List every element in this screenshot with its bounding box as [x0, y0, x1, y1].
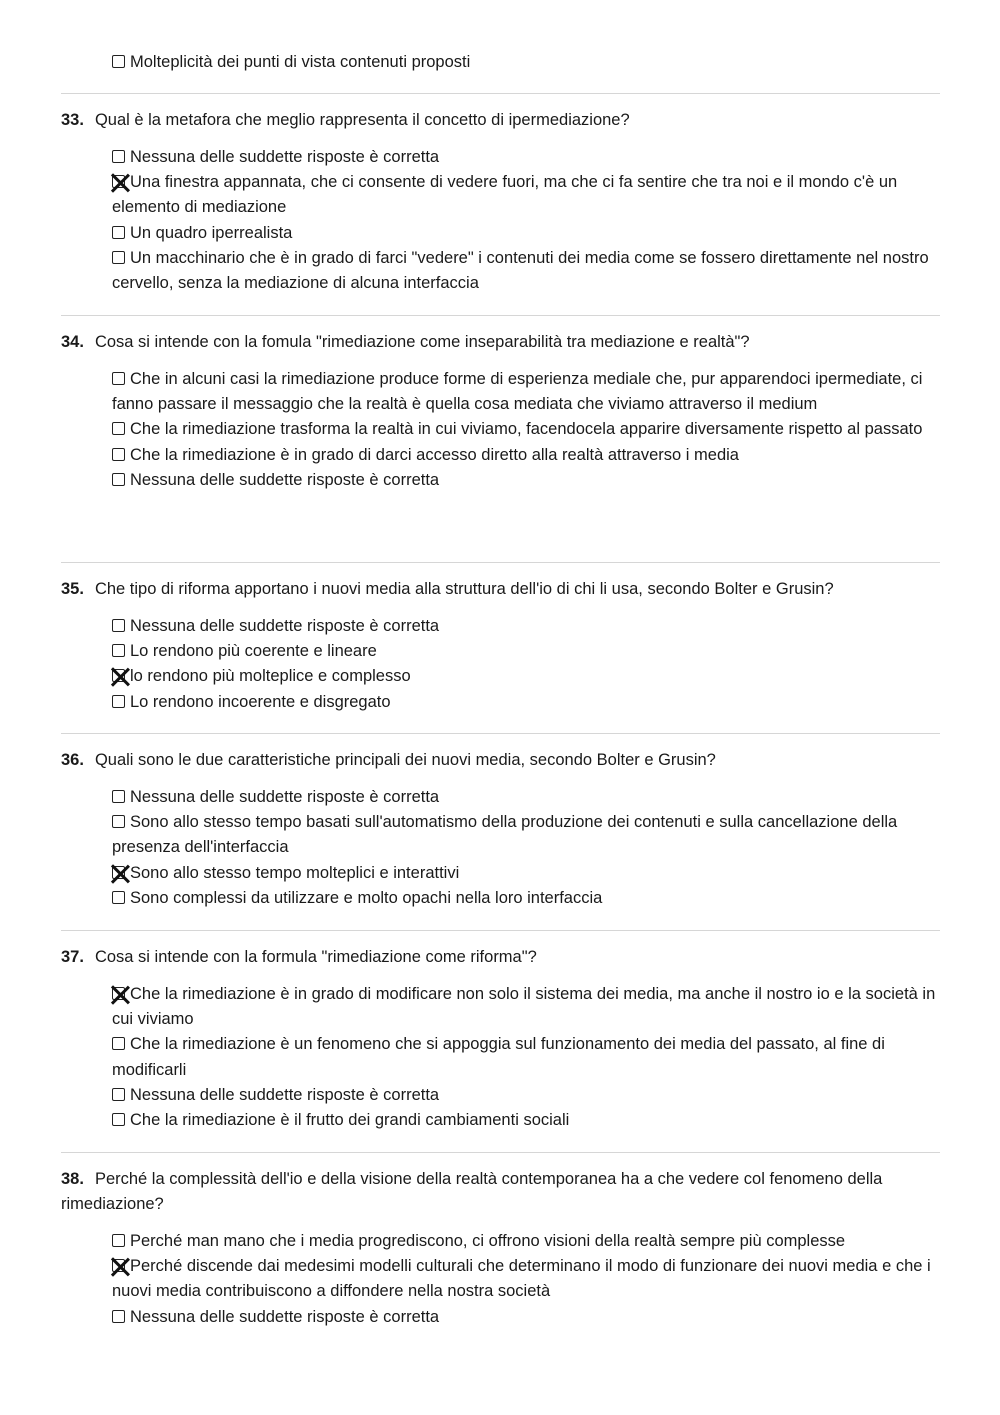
checkbox-icon[interactable]: [112, 55, 125, 68]
checkbox-icon[interactable]: [112, 619, 125, 632]
question-number: 33.: [61, 111, 84, 129]
answer-option[interactable]: [112, 170, 940, 220]
answer-option[interactable]: [112, 468, 940, 493]
checkbox-icon[interactable]: [112, 644, 125, 657]
checked-checkbox-icon[interactable]: [112, 669, 125, 682]
checked-checkbox-icon[interactable]: [112, 1259, 125, 1272]
answer-option-label: lo rendono più molteplice e complesso: [130, 667, 411, 686]
divider: [61, 315, 940, 316]
answer-option-label: Che la rimediazione è un fenomeno che si appoggia sul funzionamento dei media del passato, al fine di modificarli: [112, 1035, 885, 1079]
question-text: [61, 748, 940, 773]
checkbox-icon[interactable]: [112, 1310, 125, 1323]
answer-option-label: Nessuna delle suddette risposte è corretta: [130, 148, 440, 166]
answer-option[interactable]: [112, 367, 940, 417]
checkbox-icon[interactable]: [112, 815, 125, 828]
answer-option-label: Sono complessi da utilizzare e molto opachi nella loro interfaccia: [130, 888, 603, 907]
question-number: 36.: [61, 751, 84, 769]
question-36: [61, 748, 940, 911]
answer-option[interactable]: [112, 861, 940, 886]
answer-option[interactable]: [112, 1254, 940, 1304]
answer-option-label: Una finestra appannata, che ci consente di vedere fuori, ma che ci fa sentire che tra noi e il mondo c'è un elemento di mediazione: [112, 173, 898, 217]
answer-option-label: Nessuna delle suddette risposte è corretta: [130, 1085, 440, 1104]
question-text: [61, 330, 940, 355]
answer-option[interactable]: [112, 221, 940, 246]
answer-option-label: Un macchinario che è in grado di farci "vedere" i contenuti dei media come se fossero direttamente nel nostro cervello, senza la mediazione di alcuna interfaccia: [112, 248, 929, 293]
answer-option-label: Nessuna delle suddette risposte è corretta: [130, 788, 440, 806]
answer-option[interactable]: [112, 50, 940, 75]
checkbox-icon[interactable]: [112, 422, 125, 435]
answer-option[interactable]: [112, 982, 940, 1032]
answer-options: [112, 614, 940, 715]
answer-option-label: Che la rimediazione è il frutto dei grandi cambiamenti sociali: [130, 1111, 570, 1130]
answer-option[interactable]: [112, 417, 940, 442]
checkbox-icon[interactable]: [112, 150, 125, 163]
answer-option-label: Nessuna delle suddette risposte è corretta: [130, 1307, 440, 1326]
answer-option-label: Nessuna delle suddette risposte è corretta: [130, 617, 440, 635]
question-33: [61, 108, 940, 296]
checkbox-icon[interactable]: [112, 448, 125, 461]
question-number: 35.: [61, 580, 84, 598]
answer-options: [112, 145, 940, 296]
question-text: [61, 1167, 940, 1217]
checkbox-icon[interactable]: [112, 372, 125, 385]
checkbox-icon[interactable]: [112, 1037, 125, 1050]
answer-option[interactable]: [112, 614, 940, 639]
checkbox-icon[interactable]: [112, 695, 125, 708]
answer-option-label: Perché man mano che i media progrediscono, ci offrono visioni della realtà sempre più complesse: [130, 1232, 846, 1250]
question-38: [61, 1167, 940, 1330]
answer-option[interactable]: [112, 664, 940, 689]
divider: [61, 562, 940, 563]
answer-option[interactable]: [112, 886, 940, 911]
answer-option-label: Lo rendono incoerente e disgregato: [130, 692, 391, 711]
answer-option[interactable]: [112, 1305, 940, 1330]
answer-option-label: Lo rendono più coerente e lineare: [130, 642, 377, 661]
checkbox-icon[interactable]: [112, 473, 125, 486]
checkbox-icon[interactable]: [112, 251, 125, 264]
answer-option[interactable]: [112, 810, 940, 860]
divider: [61, 93, 940, 94]
question-prompt: Cosa si intende con la formula "rimediazione come riforma"?: [94, 948, 537, 966]
answer-option-label: Molteplicità dei punti di vista contenuti proposti: [130, 53, 471, 71]
divider: [61, 1152, 940, 1153]
answer-options: [112, 1229, 940, 1330]
answer-option[interactable]: [112, 246, 940, 296]
checked-checkbox-icon[interactable]: [112, 987, 125, 1000]
question-number: 34.: [61, 333, 84, 351]
question-prompt: Perché la complessità dell'io e della visione della realtà contemporanea ha a che vedere col fenomeno della rimediazione?: [61, 1170, 883, 1213]
checkbox-icon[interactable]: [112, 891, 125, 904]
divider: [61, 733, 940, 734]
question-text: [61, 945, 940, 970]
question-prompt: Qual è la metafora che meglio rappresenta il concetto di ipermediazione?: [94, 111, 630, 129]
divider: [61, 930, 940, 931]
answer-option[interactable]: [112, 1083, 940, 1108]
answer-option-label: Che in alcuni casi la rimediazione produce forme di esperienza mediale che, pur apparendoci ipermediate, ci fanno passare il messaggio che la realtà è quella cosa mediata che viviamo attraverso il medium: [112, 370, 923, 414]
checkbox-icon[interactable]: [112, 1113, 125, 1126]
question-text: [61, 577, 940, 602]
checkbox-icon[interactable]: [112, 790, 125, 803]
answer-option-label: Nessuna delle suddette risposte è corretta: [130, 470, 440, 489]
question-prompt: Cosa si intende con la fomula "rimediazione come inseparabilità tra mediazione e realtà"?: [94, 333, 750, 351]
question-prompt: Quali sono le due caratteristiche principali dei nuovi media, secondo Bolter e Grusin?: [94, 751, 716, 769]
question-37: [61, 945, 940, 1133]
answer-option[interactable]: [112, 690, 940, 715]
answer-option-label: Sono allo stesso tempo molteplici e interattivi: [130, 863, 460, 882]
answer-option[interactable]: [112, 1032, 940, 1082]
question-34: [61, 330, 940, 493]
answer-option[interactable]: [112, 639, 940, 664]
answer-option-label: Sono allo stesso tempo basati sull'automatismo della produzione dei contenuti e sulla cancellazione della presenza dell'interfaccia: [112, 813, 898, 857]
checkbox-icon[interactable]: [112, 1234, 125, 1247]
answer-options: [112, 367, 940, 493]
answer-option[interactable]: [112, 1229, 940, 1254]
question-number: 37.: [61, 948, 84, 966]
question-prompt: Che tipo di riforma apportano i nuovi media alla struttura dell'io di chi li usa, secondo Bolter e Grusin?: [94, 580, 834, 598]
question-number: 38.: [61, 1170, 84, 1188]
answer-option-label: Perché discende dai medesimi modelli culturali che determinano il modo di funzionare dei nuovi media e che i nuovi media contribuiscono a diffondere nella nostra società: [112, 1257, 931, 1301]
answer-option[interactable]: [112, 145, 940, 170]
question-35: [61, 577, 940, 715]
answer-option[interactable]: [112, 1108, 940, 1133]
answer-option-label: Che la rimediazione è in grado di darci accesso diretto alla realtà attraverso i media: [130, 445, 739, 464]
answer-options: [112, 785, 940, 911]
previous-question-options: [112, 50, 940, 75]
question-text: [61, 108, 940, 133]
checkbox-icon[interactable]: [112, 226, 125, 239]
answer-options: [112, 982, 940, 1133]
answer-option[interactable]: [112, 443, 940, 468]
checked-checkbox-icon[interactable]: [112, 175, 125, 188]
checked-checkbox-icon[interactable]: [112, 866, 125, 879]
answer-option-label: Che la rimediazione è in grado di modificare non solo il sistema dei media, ma anche il nostro io e la società in cui viviamo: [112, 985, 936, 1029]
answer-option-label: Che la rimediazione trasforma la realtà in cui viviamo, facendocela apparire diversamente rispetto al passato: [130, 420, 923, 439]
checkbox-icon[interactable]: [112, 1088, 125, 1101]
answer-option[interactable]: [112, 785, 940, 810]
answer-option-label: Un quadro iperrealista: [130, 223, 293, 242]
